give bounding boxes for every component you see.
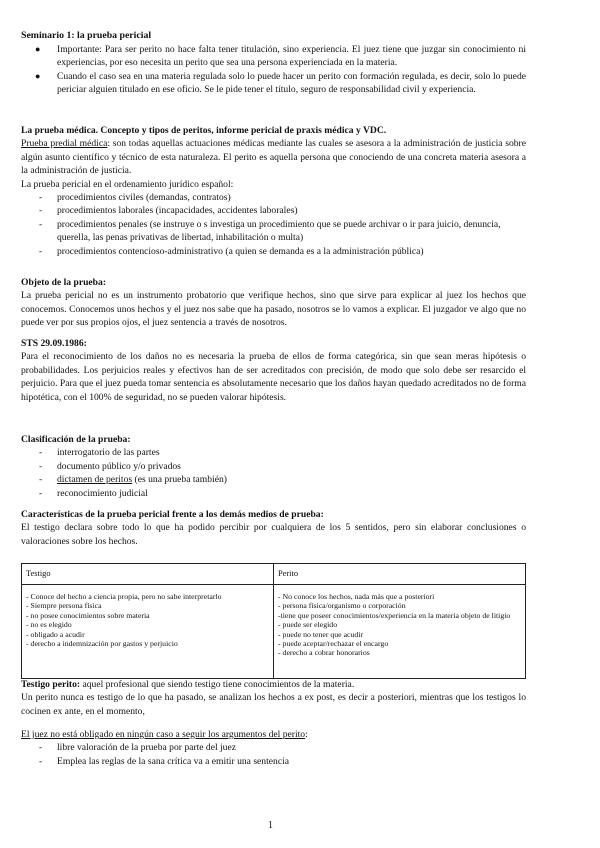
table-cell-perito: - No conoce los hechos, nada más que a posteriori - persona física/organismo o corporación -tiene que poseer conocimientos/experiencia en la materia objeto de litigio - puede ser elegido - puede no tener que acudir - puede aceptar/rechazar el encargo - derecho a cobrar honorarios xyxy=(274,585,526,679)
section-heading: Clasificación de la prueba: xyxy=(21,434,131,445)
section-objeto xyxy=(21,276,526,330)
intro-bullet-item: ● Cuando el caso sea en una materia regulada solo lo puede hacer un perito con formación regulada, es decir, solo lo puede periciar alguien titulado en ese oficio. Se le pide tener el título, seguro de responsabilidad civil y experiencia. xyxy=(35,70,526,96)
comparison-table xyxy=(21,563,526,679)
list-item: - procedimientos penales (se instruye o s investiga un procedimiento que se puede archivar o ir para juicio, denuncia, querella, las penas privativas de libertad, inhabilitación o multa) xyxy=(39,218,501,244)
bullet-icon: ● xyxy=(35,70,41,81)
table-header-cell: Testigo xyxy=(22,564,274,585)
list-item: - dictamen de peritos (es una prueba también) xyxy=(39,474,227,486)
bullet-icon: ● xyxy=(35,44,41,54)
section-heading: Características de la prueba pericial frente a los demás medios de prueba: xyxy=(21,509,324,520)
table-cell-testigo: - Conoce del hecho a ciencia propia, pero no sabe interpretarlo - Siempre persona física - no posee conocimientos sobre materia - no es elegido - obligado a acudir - derecho a indemnización por gastos y perjuicio xyxy=(22,585,274,679)
ordenamiento-intro: La prueba pericial en el ordenamiento jurídico español: xyxy=(21,178,234,190)
section-heading: STS 29.09.1986: xyxy=(21,338,87,349)
paragraph: El testigo declara sobre todo lo que ha podido percibir por cualquiera de los 5 sentidos, pero sin elaborar conclusiones o valoraciones sobre los hechos. xyxy=(21,522,526,547)
section-heading: La prueba médica. Concepto y tipos de peritos, informe pericial de praxis médica y VDC. xyxy=(21,125,387,136)
clasificacion-list xyxy=(21,446,526,500)
paragraph: Testigo perito: aquel profesional que siendo testigo tiene conocimientos de la materia. xyxy=(21,679,355,690)
table-row xyxy=(22,585,526,679)
section-clasificacion xyxy=(21,433,526,500)
section-juez xyxy=(21,728,526,768)
section-prueba-medica xyxy=(21,124,526,258)
section-sts xyxy=(21,337,526,404)
juez-list xyxy=(21,741,526,768)
procedimientos-list xyxy=(21,191,526,258)
list-item: - Emplea las reglas de la sana crítica va a emitir una sentencia xyxy=(39,755,290,767)
list-item: - interrogatorio de las partes xyxy=(39,447,160,459)
definition-paragraph: Prueba predial médica: son todas aquellas actuaciones médicas mediante las cuales se asesora a la administración de justicia sobre algún asunto científico y técnico de esta naturaleza. El perito es aquella persona que conociendo de una concreta materia asesora a la administración de justicia. xyxy=(21,138,526,177)
paragraph: La prueba pericial no es un instrumento probatorio que verifique hechos, sino que sirve para explicar al juez los hechos que conocemos. Conocemos unos hechos y el juez nos sabe que ha pasado, nosotros se lo vamos a explicar. El juzgador ve algo que no puede ver por sus propios ojos, el juez sentencia a través de nosotros. xyxy=(21,290,526,329)
term-label: Testigo perito: xyxy=(21,679,81,690)
list-item: - procedimientos civiles (demandas, contratos) xyxy=(39,192,231,204)
list-item: - procedimientos contencioso-administrativo (a quien se demanda es a la administración pública) xyxy=(39,245,424,257)
section-heading: Objeto de la prueba: xyxy=(21,277,107,288)
paragraph: Un perito nunca es testigo de lo que ha pasado, se analizan los hechos a ex post, es decir a posteriori, mientras que los testigos lo cocinen ex ante, en el momento, xyxy=(21,692,526,717)
paragraph: El juez no está obligado en ningún caso a seguir los argumentos del perito: xyxy=(21,729,308,740)
section-caracteristicas xyxy=(21,508,526,548)
intro-bullet-list xyxy=(21,43,526,97)
list-item: - procedimientos laborales (incapacidades, accidentes laborales) xyxy=(39,205,298,217)
table-header-cell: Perito xyxy=(274,564,526,585)
list-item: - libre valoración de la prueba por parte del juez xyxy=(39,742,236,754)
paragraph: Para el reconocimiento de los daños no es necesaria la prueba de ellos de forma categórica, sin que sean meras hipótesis o probabilidades. Los perjuicios reales y efectivos han de ser acreditados con precisión, de modo que solo debe ser resarcido el perjuicio. Para que el juez pueda tomar sentencia es absolutamente necesario que los daños hayan quedado acreditados no de forma hipotética, con el 100% de seguridad, no se pueden valorar hipótesis. xyxy=(21,351,526,403)
list-item: - reconocimiento judicial xyxy=(39,487,148,499)
intro-bullet-item: ● Importante: Para ser perito no hace falta tener titulación, sino experiencia. El juez tiene que juzgar sin conocimiento ni experiencias, por eso necesita un perito que sea una persona experienciada en la materia. xyxy=(35,44,526,69)
defined-term: Prueba predial médica xyxy=(21,138,108,150)
list-item: - documento público y/o privados xyxy=(39,460,181,472)
page-number: 1 xyxy=(268,820,273,831)
table-header-row xyxy=(22,564,526,585)
document-title: Seminario 1: la prueba pericial xyxy=(21,30,152,41)
section-testigo-perito xyxy=(21,678,526,718)
